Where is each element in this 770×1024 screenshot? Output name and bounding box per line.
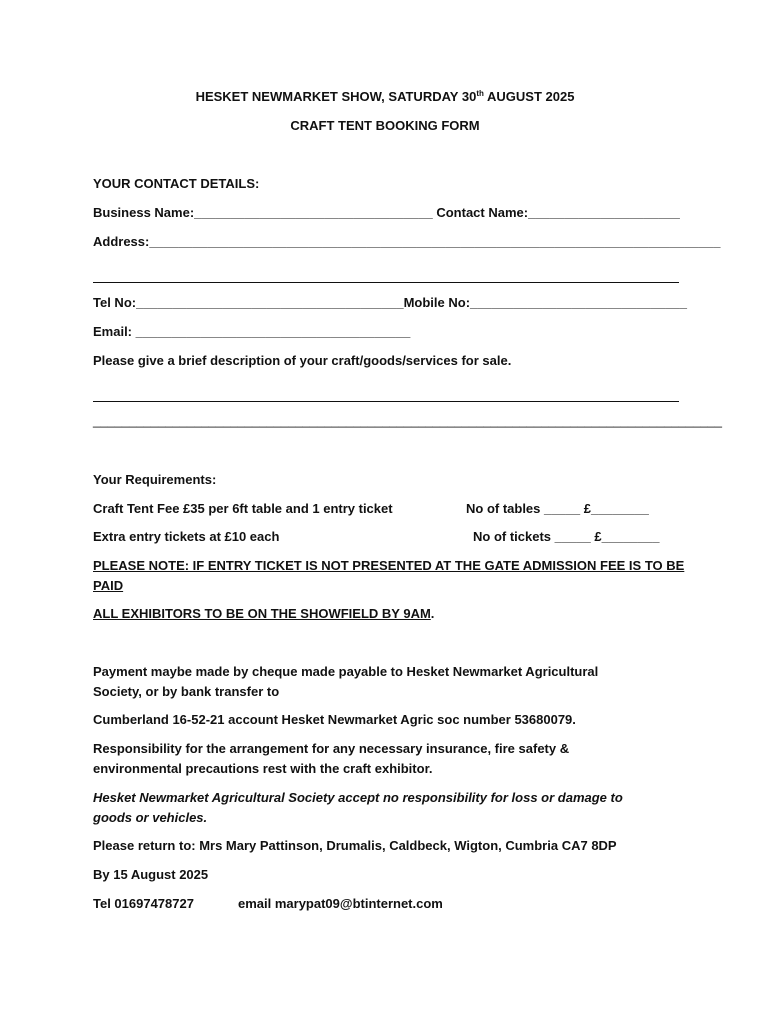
extra-tickets-label: Extra entry tickets at £10 each bbox=[93, 529, 280, 544]
tables-quantity-field: No of tables _____ £________ bbox=[466, 501, 649, 516]
title-text: HESKET NEWMARKET SHOW, SATURDAY 30 bbox=[195, 89, 477, 104]
responsibility-line-2: environmental precautions rest with the craft exhibitor. bbox=[93, 761, 433, 776]
disclaimer-line-1: Hesket Newmarket Agricultural Society accept no responsibility for loss or damage to bbox=[93, 790, 623, 805]
address-second-line bbox=[93, 282, 679, 283]
payment-line-1: Payment maybe made by cheque made payable to Hesket Newmarket Agricultural bbox=[93, 664, 599, 679]
page-title bbox=[0, 89, 770, 105]
contact-heading: YOUR CONTACT DETAILS: bbox=[93, 176, 260, 191]
description-prompt: Please give a brief description of your craft/goods/services for sale. bbox=[93, 353, 512, 368]
title-text-end: AUGUST 2025 bbox=[483, 89, 575, 104]
return-deadline: By 15 August 2025 bbox=[93, 867, 209, 882]
payment-line-2: Society, or by bank transfer to bbox=[93, 684, 280, 699]
showfield-note-text: ALL EXHIBITORS TO BE ON THE SHOWFIELD BY 9AM bbox=[93, 606, 431, 621]
title-superscript: th bbox=[476, 89, 484, 98]
form-subtitle: CRAFT TENT BOOKING FORM bbox=[290, 118, 480, 133]
return-address: Please return to: Mrs Mary Pattinson, Drumalis, Caldbeck, Wigton, Cumbria CA7 8DP bbox=[93, 838, 617, 853]
contact-telephone: Tel 01697478727 bbox=[93, 896, 194, 911]
requirements-heading: Your Requirements: bbox=[93, 472, 217, 487]
description-line-1 bbox=[93, 401, 679, 402]
responsibility-line-1: Responsibility for the arrangement for any necessary insurance, fire safety & bbox=[93, 741, 570, 756]
contact-email: email marypat09@btinternet.com bbox=[238, 896, 443, 911]
email-field: Email: ______________________________________ bbox=[93, 324, 411, 339]
description-line-2: _______________________________________________________________________________________ bbox=[93, 413, 723, 428]
disclaimer-line-2: goods or vehicles. bbox=[93, 810, 208, 825]
entry-ticket-note-line-1: PLEASE NOTE: IF ENTRY TICKET IS NOT PRESENTED AT THE GATE ADMISSION FEE IS TO BE bbox=[93, 558, 685, 573]
showfield-note-period: . bbox=[430, 606, 435, 621]
tel-mobile-field: Tel No:_____________________________________Mobile No:______________________________ bbox=[93, 295, 687, 310]
address-field: Address:_______________________________________________________________________________ bbox=[93, 234, 721, 249]
showfield-note bbox=[93, 606, 434, 622]
tickets-quantity-field: No of tickets _____ £________ bbox=[473, 529, 660, 544]
table-fee-label: Craft Tent Fee £35 per 6ft table and 1 entry ticket bbox=[93, 501, 393, 516]
business-contact-name-field: Business Name:_________________________________ Contact Name:_____________________ bbox=[93, 205, 680, 220]
bank-details: Cumberland 16-52-21 account Hesket Newmarket Agric soc number 53680079. bbox=[93, 712, 576, 727]
entry-ticket-note-line-2: PAID bbox=[93, 578, 124, 593]
